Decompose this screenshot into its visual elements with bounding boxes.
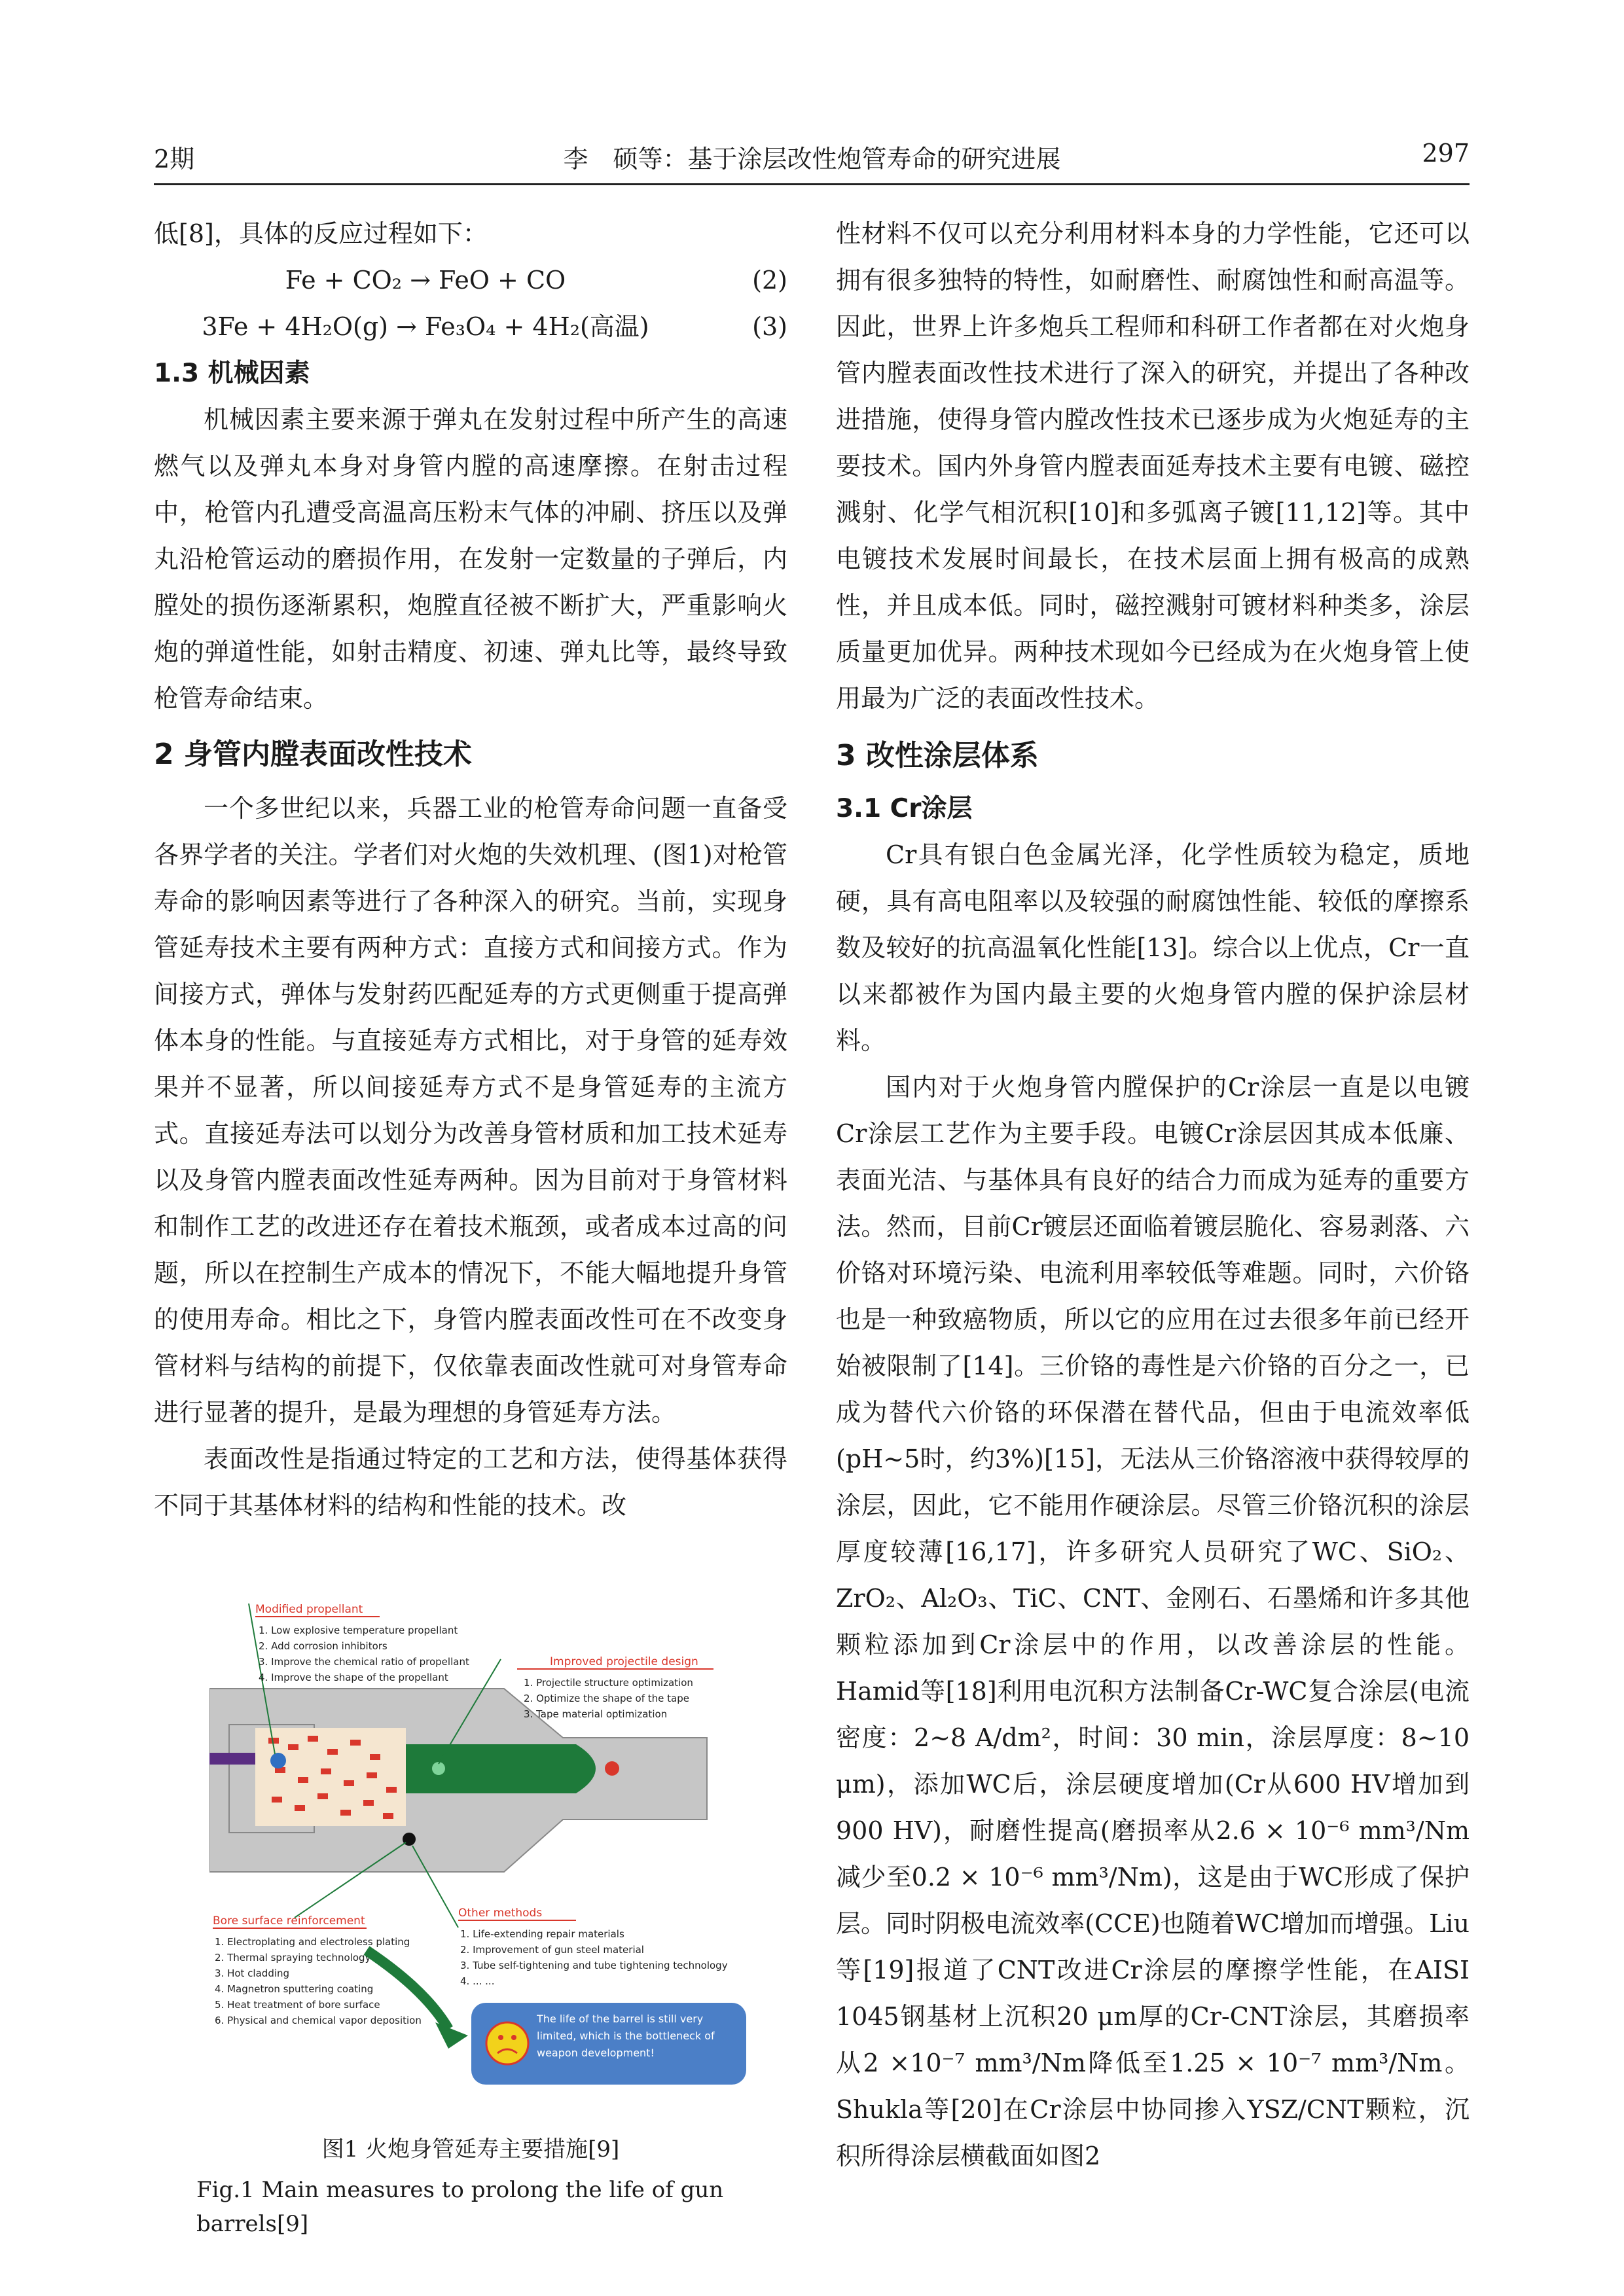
- section-heading-2: 2 身管内膛表面改性技术: [154, 738, 472, 771]
- note-text-box: [537, 2011, 740, 2079]
- label-text: 4. Magnetron sputtering coating: [215, 1983, 374, 1995]
- label-text: 3. Improve the chemical ratio of propellant: [259, 1656, 469, 1668]
- paragraph: 性材料不仅可以充分利用材料本身的力学性能，它还可以拥有很多独特的特性，如耐磨性、耐腐蚀性和耐高温等。因此，世界上许多炮兵工程师和科研工作者都在对火炮身管内膛表面改性技术进行了深入的研究，并提出了各种改进措施，使得身管内膛改性技术已逐步成为火炮延寿的主要技术。国内外身管内膛表面延寿技术主要有电镀、磁控溅射、化学气相沉积[10]和多弧离子镀[11,12]等。其中电镀技术发展时间最长，在技术层面上拥有极高的成熟性，并且成本低。同时，磁控溅射可镀材料种类多，涂层质量更加优异。两种技术现如今已经成为在火炮身管上使用最为广泛的表面改性技术。: [836, 219, 1470, 713]
- paragraph: 一个多世纪以来，兵器工业的枪管寿命问题一直备受各界学者的关注。学者们对火炮的失效机理、(图1)对枪管寿命的影响因素等进行了各种深入的研究。当前，实现身管延寿技术主要有两种方式：直接方式和间接方式。作为间接方式，弹体与发射药匹配延寿的方式更侧重于提高弹体本身的性能。与直接延寿方式相比，对于身管的延寿效果并不显著，所以间接延寿方式不是身管延寿的主流方式。直接延寿法可以划分为改善身管材质和加工技术延寿以及身管内膛表面改性延寿两种。因为目前对于身管材料和制作工艺的改进还存在着技术瓶颈，或者成本过高的问题，所以在控制生产成本的情况下，不能大幅地提升身管的使用寿命。相比之下，身管内膛表面改性可在不改变身管材料与结构的前提下，仅依靠表面改性就可对身管寿命进行显著的提升，是最为理想的身管延寿方法。: [154, 794, 787, 1427]
- section-heading-1-3: 1.3 机械因素: [154, 359, 310, 388]
- label-bore-surface: Bore surface reinforcement: [213, 1914, 365, 1928]
- label-text: 2. Improvement of gun steel material: [460, 1944, 644, 1956]
- label-other-methods: Other methods: [458, 1907, 543, 1920]
- label-text: 3. Tube self-tightening and tube tightening technology: [460, 1960, 728, 1971]
- firing-pin: [209, 1753, 255, 1765]
- paragraph: 表面改性是指通过特定的工艺和方法，使得基体获得不同于其基体材料的结构和性能的技术。改: [154, 1444, 787, 1520]
- label-text: 2. Add corrosion inhibitors: [259, 1640, 388, 1652]
- left-column: [154, 211, 787, 1529]
- paragraph: 低[8]，具体的反应过程如下：: [154, 219, 488, 248]
- paragraph: 国内对于火炮身管内膛保护的Cr涂层一直是以电镀Cr涂层工艺作为主要手段。电镀Cr涂层因其成本低廉、表面光洁、与基体具有良好的结合力而成为延寿的重要方法。然而，目前Cr镀层还面临着镀层脆化、容易剥落、六价铬对环境污染、电流利用率较低等难题。同时，六价铬也是一种致癌物质，所以它的应用在过去很多年前已经开始被限制了[14]。三价铬的毒性是六价铬的百分之一，已成为替代六价铬的环保潜在替代品，但由于电流效率低(pH~5时，约3%)[15]，无法从三价铬溶液中获得较厚的涂层，因此，它不能用作硬涂层。尽管三价铬沉积的涂层厚度较薄[16,17]，许多研究人员研究了WC、SiO₂、ZrO₂、Al₂O₃、TiC、CNT、金刚石、石墨烯和许多其他颗粒添加到Cr涂层中的作用，以改善涂层的性能。Hamid等[18]利用电沉积方法制备Cr-WC复合涂层(电流密度：2~8 A/dm²，时间：30 min，涂层厚度：8~10 μm)，添加WC后，涂层硬度增加(Cr从600 HV增加到900 HV)，耐磨性提高(磨损率从2.6 × 10⁻⁶ mm³/Nm减少至0.2 × 10⁻⁶ mm³/Nm)，这是由于WC形成了保护层。同时阴极电流效率(CCE)也随着WC增加而增强。Liu等[19]报道了CNT改进Cr涂层的摩擦学性能，在AISI 1045钢基材上沉积20 μm厚的Cr-CNT涂层，其磨损率从2 ×10⁻⁷ mm³/Nm降低至1.25 × 10⁻⁷ mm³/Nm。Shukla等[20]在Cr涂层中协同掺入YSZ/CNT颗粒，沉积所得涂层横截面如图2: [836, 1073, 1470, 2170]
- label-text: 1. Low explosive temperature propellant: [259, 1624, 458, 1636]
- label-text: 2. Thermal spraying technology: [215, 1952, 371, 1964]
- label-text: 4. Improve the shape of the propellant: [259, 1672, 448, 1683]
- section-heading-3-1: 3.1 Cr涂层: [836, 794, 973, 823]
- label-text: 4. ... ...: [460, 1975, 495, 1987]
- paragraph: Cr具有银白色金属光泽，化学性质较为稳定，质地硬，具有高电阻率以及较强的耐腐蚀性能、较低的摩擦系数及较好的抗高温氧化性能[13]。综合以上优点，Cr一直以来都被作为国内最主要的火炮身管内膛的保护涂层材料。: [836, 840, 1470, 1055]
- journal-issue: 2期: [154, 145, 195, 173]
- label-modified-propellant: Modified propellant: [255, 1603, 363, 1616]
- running-title: 李 硕等：基于涂层改性炮管寿命的研究进展: [563, 145, 1061, 173]
- figure-1: [209, 1597, 759, 2121]
- equation-formula: 3Fe + 4H₂O(g) → Fe₃O₄ + 4H₂(高温): [202, 312, 649, 341]
- muzzle-marker: [605, 1761, 619, 1776]
- equation-number: (2): [752, 266, 787, 295]
- label-text: 1. Life-extending repair materials: [460, 1928, 624, 1940]
- label-text: 3. Tape material optimization: [524, 1708, 668, 1720]
- primer-marker: [270, 1753, 286, 1768]
- page-number: 297: [1422, 139, 1470, 168]
- equation-3: [154, 304, 787, 350]
- label-text: 2. Optimize the shape of the tape: [524, 1693, 689, 1704]
- section-heading-3: 3 改性涂层体系: [836, 739, 1039, 772]
- equation-formula: Fe + CO₂ → FeO + CO: [285, 266, 566, 295]
- equation-2: [154, 257, 787, 304]
- label-text: 6. Physical and chemical vapor deposition: [215, 2015, 422, 2026]
- figure-caption-cn: 图1 火炮身管延寿主要措施[9]: [321, 2136, 620, 2162]
- label-improved-projectile: Improved projectile design: [550, 1655, 698, 1668]
- label-text: 3. Hot cladding: [215, 1967, 290, 1979]
- note-text: The life of the barrel is still very limited, which is the bottleneck of weapon development!: [537, 2013, 715, 2059]
- label-text: 1. Electroplating and electroless plating: [215, 1936, 410, 1948]
- label-text: 5. Heat treatment of bore surface: [215, 1999, 380, 2011]
- header-rule: [154, 183, 1470, 185]
- right-column: [836, 211, 1470, 2179]
- label-text: 1. Projectile structure optimization: [524, 1677, 693, 1689]
- paragraph: 机械因素主要来源于弹丸在发射过程中所产生的高速燃气以及弹丸本身对身管内膛的高速摩擦。在射击过程中，枪管内孔遭受高温高压粉末气体的冲刷、挤压以及弹丸沿枪管运动的磨损作用，在发射一定数量的子弹后，内膛处的损伤逐渐累积，炮膛直径被不断扩大，严重影响火炮的弹道性能，如射击精度、初速、弹丸比等，最终导致枪管寿命结束。: [154, 405, 787, 713]
- sad-face-icon: [486, 2022, 528, 2064]
- figure-caption-en: Fig.1 Main measures to prolong the life of gun barrels[9]: [196, 2177, 724, 2237]
- equation-number: (3): [752, 312, 787, 341]
